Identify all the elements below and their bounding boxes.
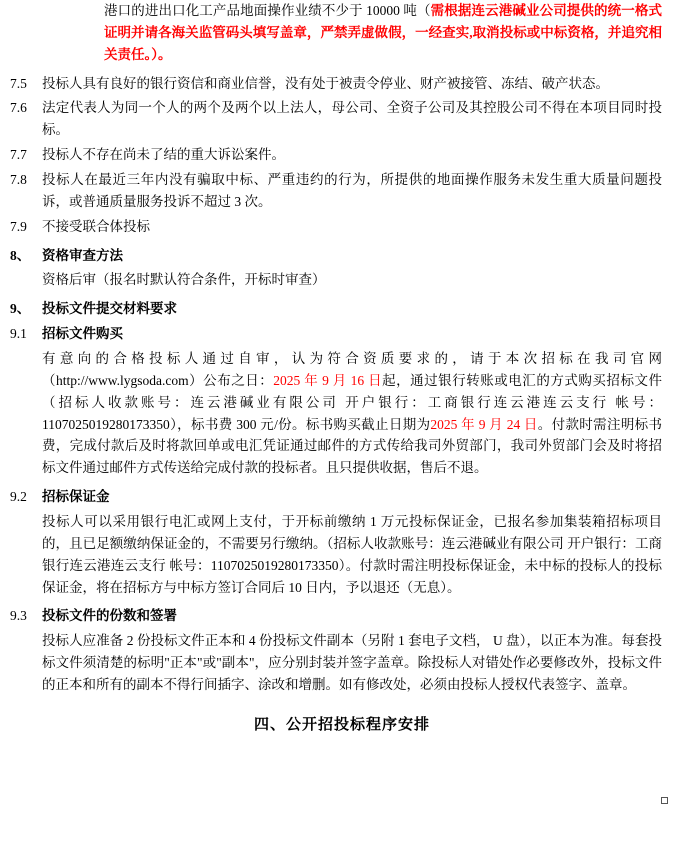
top-paragraph-red-tail: ）。 <box>151 46 172 62</box>
section-8-heading <box>0 245 684 267</box>
clause-title: 招标保证金 <box>42 489 110 505</box>
section-title: 资格审查方法 <box>42 247 123 263</box>
clause-number: 9.1 <box>10 326 27 342</box>
clause-text: 投标人在最近三年内没有骗取中标、严重违约的行为，所提供的地面操作服务未发生重大质量问题投诉，或普通质量服务投诉不超过 3 次。 <box>42 172 662 209</box>
clause-number: 9.2 <box>10 489 27 505</box>
page-corner-marker <box>661 797 668 804</box>
clause-number: 7.6 <box>10 100 27 116</box>
clause-7-7 <box>0 144 684 166</box>
clause-9-1-body <box>0 348 684 479</box>
clause-9-3-heading <box>0 605 684 627</box>
section-8-body <box>0 269 684 291</box>
clause-number: 7.9 <box>10 218 27 234</box>
clause-text: 投标人具有良好的银行资信和商业信誉，没有处于被责令停业、财产被接管、冻结、破产状态。 <box>42 75 609 91</box>
clause-9-2-body <box>0 511 684 598</box>
clause-7-9 <box>0 216 684 238</box>
clause-7-6 <box>0 97 684 141</box>
clause-9-1-heading <box>0 323 684 345</box>
clause-9-2-heading <box>0 486 684 508</box>
final-section-heading: 四、公开招投标程序安排 <box>253 716 430 733</box>
clause-text: 不接受联合体投标 <box>42 218 150 234</box>
section-number: 8、 <box>10 247 31 263</box>
clause-9-1-part3: 。付款时需注明标书费，完成付款后及时将款回单或电汇凭证通过邮件的方式传给我司外贸部门，我司外贸部门会及时将招标文件通过邮件方式传送给完成付款的投标者。且只提供收据，售后不退。 <box>42 416 663 476</box>
clause-number: 7.5 <box>10 75 27 91</box>
section-9-heading <box>0 298 684 320</box>
clause-7-5 <box>0 73 684 95</box>
clause-number: 7.8 <box>10 172 27 188</box>
clause-text: 投标人不存在尚未了结的重大诉讼案件。 <box>42 147 285 163</box>
section-number: 9、 <box>10 301 31 317</box>
clause-9-1-part2: 起，通过银行转账或电汇的方式购买招标文件（招标人收款账号：连云港碱业有限公司 开户银行：工商银行连云港连云支行 帐号：1107025019280173350），标书费 300 元/份。标书购买截止日期为 <box>42 372 663 432</box>
clause-title: 投标文件的份数和签署 <box>42 608 177 624</box>
clause-9-1-text <box>42 348 684 479</box>
clause-9-2-text: 投标人可以采用银行电汇或网上支付，于开标前缴纳 1 万元投标保证金，已报名参加集装箱招标项目的，且已足额缴纳保证金的，不需要另行缴纳。（招标人收款账号：连云港碱业有限公司 开户银行：工商银行连云港连云支行 帐号：1107025019280173350）。付款时需注明投标保证金，未中标的投标人的投标保证金，将在招标方与中标方签订合同后 10 日内，予以退还（无息）。 <box>42 514 662 595</box>
purchase-start-date: 2025 年 9 月 16 日 <box>273 372 383 388</box>
clause-title: 招标文件购买 <box>42 326 123 342</box>
purchase-deadline-date: 2025 年 9 月 24 日 <box>430 416 538 432</box>
clause-7-8 <box>0 169 684 213</box>
top-paragraph-lead: 港口的进出口化工产品地面操作业绩不少于 10000 吨（ <box>104 3 431 18</box>
clause-number: 9.3 <box>10 608 27 624</box>
section-title: 投标文件提交材料要求 <box>42 301 177 317</box>
top-paragraph-red-warning: 需根据连云港碱业公司提供的统一格式证明并请各海关监管码头填写盖章，严禁弄虚做假，一经查实,取消投标或中标资格，并追究相关责任。 <box>104 3 663 62</box>
clause-9-1-part1: 有意向的合格投标人通过自审，认为符合资质要求的，请于本次招标在我司官网（http://www.lygsoda.com）公布之日： <box>42 351 662 388</box>
top-paragraph <box>0 0 684 66</box>
clause-number: 7.7 <box>10 147 27 163</box>
clause-9-3-body <box>0 630 684 696</box>
section-8-text: 资格后审（报名时默认符合条件，开标时审查） <box>42 272 326 288</box>
clause-text: 法定代表人为同一个人的两个及两个以上法人，母公司、全资子公司及其控股公司不得在本项目同时投标。 <box>42 100 662 138</box>
clause-9-3-text: 投标人应准备 2 份投标文件正本和 4 份投标文件副本（另附 1 套电子文档， U 盘），以正本为准。每套投标文件须清楚的标明"正本"或"副本"，应分别封装并签字盖章。除投标人对错处作必要修改外，投标文件的正本和所有的副本不得行间插字、涂改和增删。如有修改处，必须由投标人授权代表签字、盖章。 <box>42 633 662 693</box>
